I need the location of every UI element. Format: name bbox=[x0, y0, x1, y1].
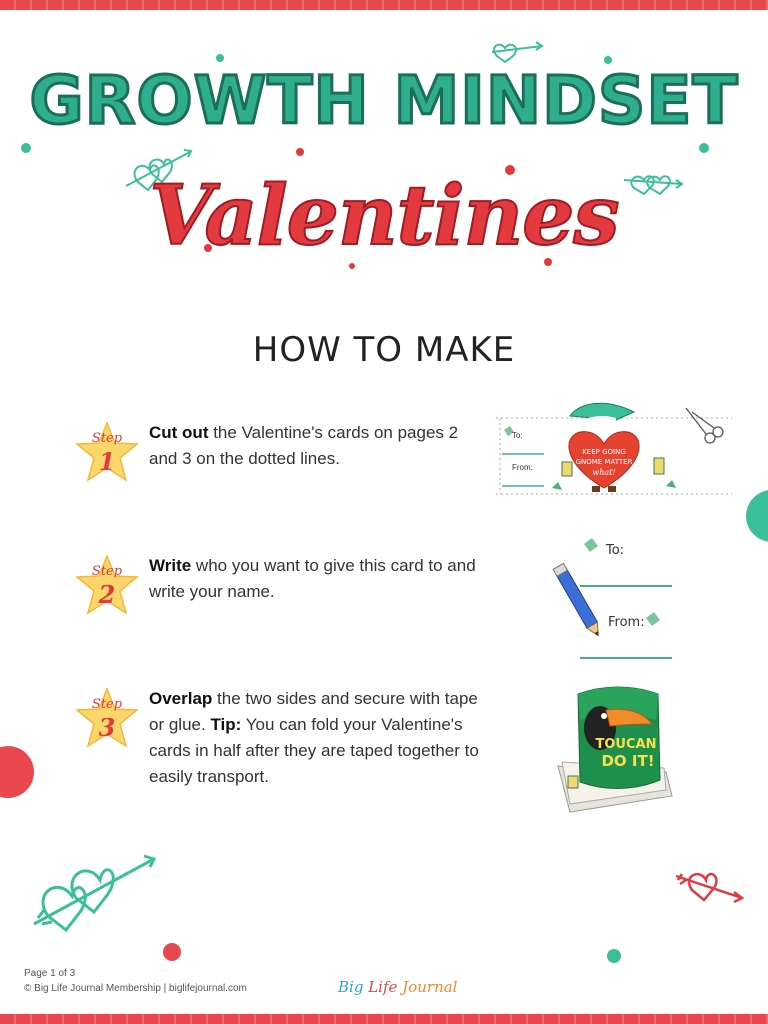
gnome-card-illustration bbox=[496, 398, 732, 502]
step-star-badge bbox=[74, 686, 140, 752]
lantern-icon bbox=[568, 776, 578, 788]
pencil-icon bbox=[553, 563, 603, 638]
card3-banner-line1: TOUCAN bbox=[595, 737, 657, 752]
card2-to-label: To: bbox=[606, 543, 625, 558]
copyright-text: © Big Life Journal Membership | biglifejournal.com bbox=[24, 983, 247, 994]
card3-banner-line2: DO IT! bbox=[601, 752, 655, 770]
step-star-badge bbox=[74, 420, 140, 486]
step-3-bold: Overlap bbox=[149, 689, 213, 708]
lantern-icon bbox=[562, 462, 572, 476]
step-badge-number: 3 bbox=[98, 713, 116, 742]
step-3-text bbox=[149, 686, 489, 790]
toucan-card-illustration bbox=[548, 680, 678, 820]
card1-banner-line1: KEEP GOING bbox=[582, 448, 626, 456]
leaf-icon bbox=[584, 538, 598, 552]
logo-word-journal: Journal bbox=[402, 978, 458, 996]
to-from-card-illustration bbox=[550, 530, 680, 666]
step-1-bold: Cut out bbox=[149, 423, 209, 442]
bottom-border-stripe bbox=[0, 1014, 768, 1024]
leaf-icon bbox=[646, 612, 660, 626]
step-1-text bbox=[149, 420, 489, 472]
big-life-journal-logo bbox=[338, 978, 457, 996]
footer bbox=[24, 966, 247, 996]
logo-word-big: Big bbox=[338, 978, 364, 996]
step-1-body: the Valentine's cards on pages 2 and 3 on the dotted lines. bbox=[149, 423, 459, 468]
logo-word-life: Life bbox=[368, 978, 398, 996]
step-3-tip-text: You can fold your Valentine's cards in half after they are taped together to easily transport. bbox=[149, 715, 479, 786]
how-to-make-heading: HOW TO MAKE bbox=[252, 330, 516, 370]
step-star-badge bbox=[74, 553, 140, 619]
card1-banner-line2: GNOME MATTER bbox=[575, 458, 633, 466]
card2-from-label: From: bbox=[608, 615, 645, 630]
lantern-icon bbox=[654, 458, 664, 474]
card1-banner-line3: what! bbox=[592, 468, 616, 477]
title-growth-mindset: GROWTH MINDSET bbox=[29, 62, 739, 139]
step-badge-word: Step bbox=[91, 564, 123, 579]
step-2-bold: Write bbox=[149, 556, 192, 575]
step-badge-word: Step bbox=[91, 697, 123, 712]
card1-from-label: From: bbox=[512, 463, 533, 472]
page-number: Page 1 of 3 bbox=[24, 968, 76, 979]
heart-arrow-icon bbox=[34, 856, 154, 930]
step-2-text bbox=[149, 553, 489, 605]
scissors-icon bbox=[686, 408, 723, 443]
step-3-tip-label: Tip: bbox=[210, 715, 242, 734]
step-badge-word: Step bbox=[91, 431, 123, 446]
step-badge-number: 1 bbox=[98, 447, 116, 476]
step-3-body: the two sides and secure with tape or glue. bbox=[149, 689, 478, 734]
title-valentines: Valentines bbox=[149, 168, 619, 264]
heart-arrow-icon bbox=[492, 42, 542, 62]
step-badge-number: 2 bbox=[98, 580, 116, 609]
step-2-body: who you want to give this card to and write your name. bbox=[149, 556, 476, 601]
card1-to-label: To: bbox=[512, 431, 523, 440]
heart-arrow-icon bbox=[676, 874, 742, 902]
